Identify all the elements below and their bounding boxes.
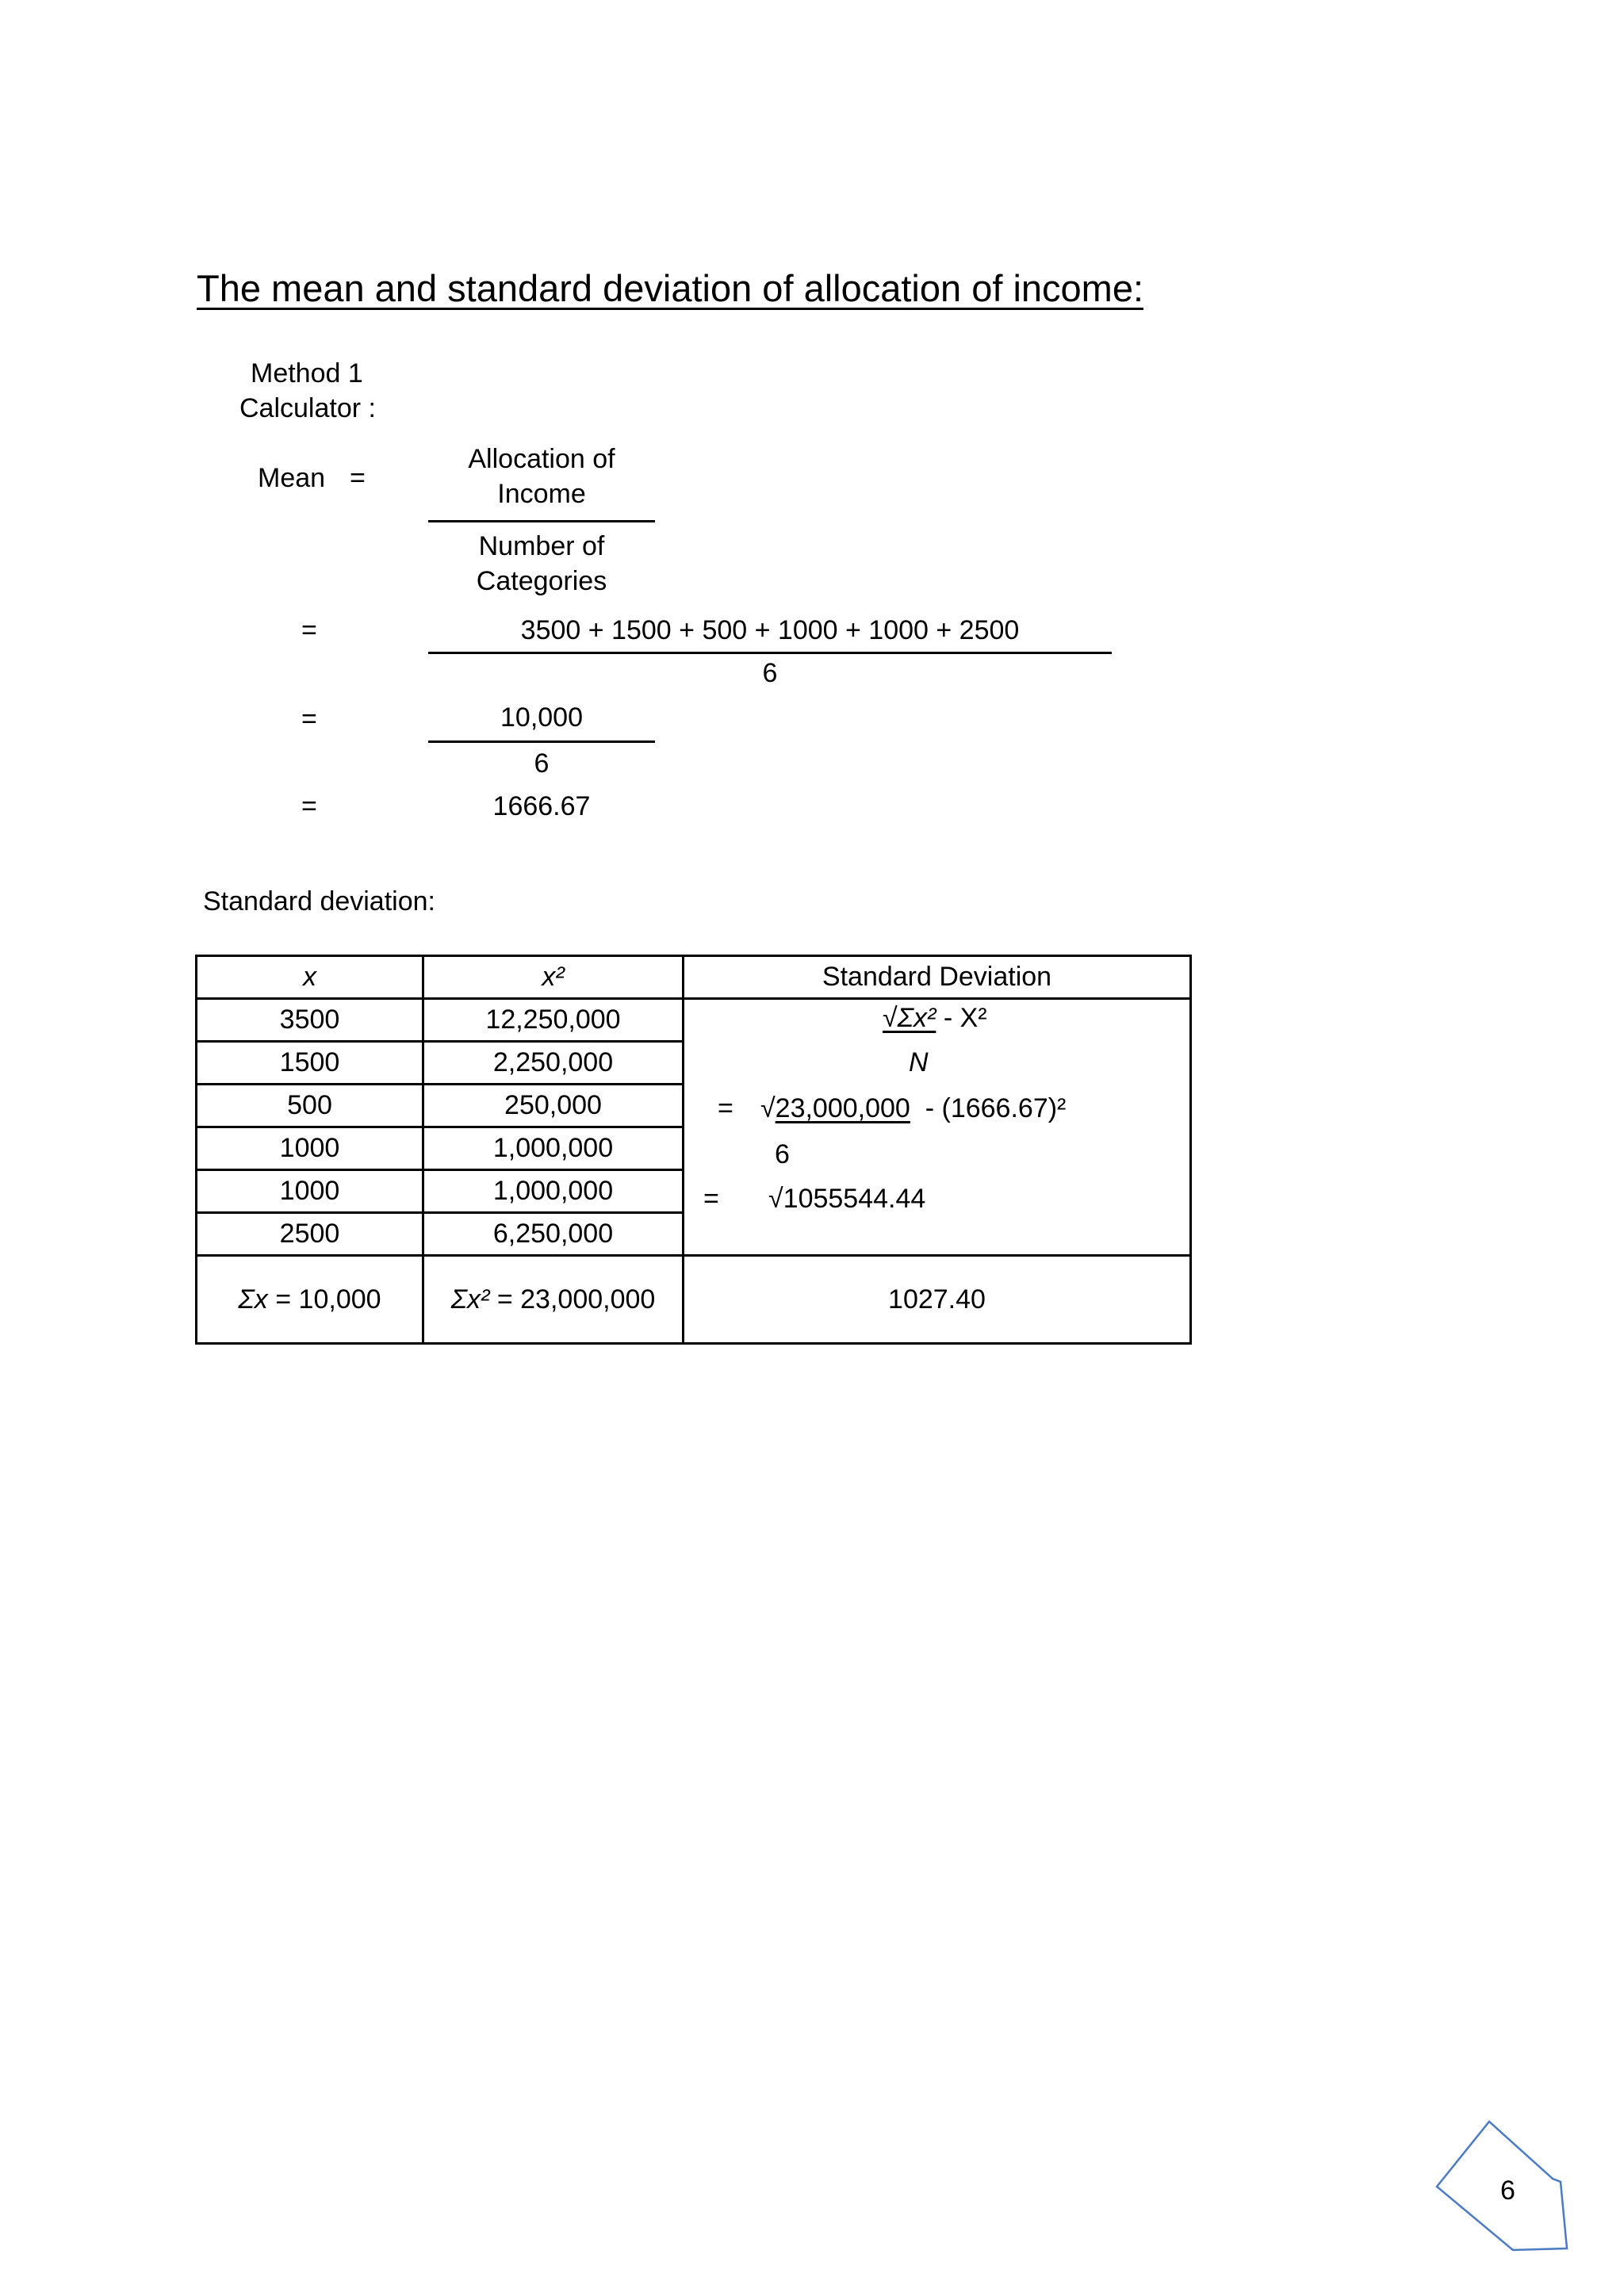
sum-x-squared: Σx² = 23,000,000 (423, 1256, 684, 1344)
mean-result: 1666.67 (492, 791, 591, 821)
sd-substituted-denominator: 6 (775, 1139, 790, 1169)
sd-heading: Standard deviation: (203, 886, 435, 916)
sd-simplified-equals: = (703, 1184, 719, 1214)
step2-denominator: 6 (534, 748, 550, 779)
sd-formula-denominator: N (909, 1047, 929, 1077)
cell-x-squared: 6,250,000 (423, 1213, 684, 1256)
sd-table (195, 955, 1192, 1345)
method-label: Method 1 (251, 358, 363, 388)
sd-formula-numerator: √Σx² - X² (883, 1003, 987, 1033)
header-x-squared: x² (423, 956, 684, 999)
cell-x-squared: 12,250,000 (423, 999, 684, 1042)
mean-numerator-line2: Income (497, 479, 586, 509)
step2-numerator: 10,000 (500, 702, 583, 733)
cell-x-squared: 250,000 (423, 1085, 684, 1127)
table-sum-row (197, 1256, 1191, 1344)
sd-result: 1027.40 (684, 1256, 1191, 1344)
step1-equals: = (301, 615, 317, 645)
step2-equals: = (301, 704, 317, 734)
sd-simplified: √1055544.44 (768, 1184, 926, 1214)
cell-x: 3500 (197, 999, 423, 1042)
mean-denominator-line1: Number of (478, 531, 605, 561)
mean-denominator-line2: Categories (476, 566, 607, 596)
sd-sub-equals: = (718, 1093, 733, 1123)
step1-denominator: 6 (762, 658, 778, 688)
mean-fraction-bar (428, 520, 655, 522)
cell-x: 500 (197, 1085, 423, 1127)
page-title: The mean and standard deviation of allocation of income: (197, 267, 1144, 309)
result-equals: = (301, 791, 317, 821)
cell-x: 1500 (197, 1042, 423, 1085)
cell-x: 1000 (197, 1127, 423, 1170)
mean-equals: = (350, 463, 366, 493)
table-header-row (197, 956, 1191, 999)
cell-x: 2500 (197, 1213, 423, 1256)
mean-label: Mean (258, 463, 326, 493)
mean-numerator-line1: Allocation of (468, 444, 615, 474)
header-x: x (197, 956, 423, 999)
step2-fraction-bar (428, 740, 655, 743)
step1-fraction-bar (428, 652, 1112, 654)
sd-substituted-numerator: √23,000,000 - (1666.67)² (760, 1093, 1067, 1123)
header-standard-deviation: Standard Deviation (684, 956, 1191, 999)
cell-x: 1000 (197, 1170, 423, 1213)
cell-x-squared: 1,000,000 (423, 1170, 684, 1213)
calculator-label: Calculator : (239, 393, 376, 423)
sum-x: Σx = 10,000 (197, 1256, 423, 1344)
cell-x-squared: 1,000,000 (423, 1127, 684, 1170)
sd-working-cell (684, 999, 1191, 1256)
table-row (197, 999, 1191, 1042)
cell-x-squared: 2,250,000 (423, 1042, 684, 1085)
step1-numerator: 3500 + 1500 + 500 + 1000 + 1000 + 2500 (520, 615, 1020, 645)
page-number: 6 (1500, 2175, 1515, 2206)
